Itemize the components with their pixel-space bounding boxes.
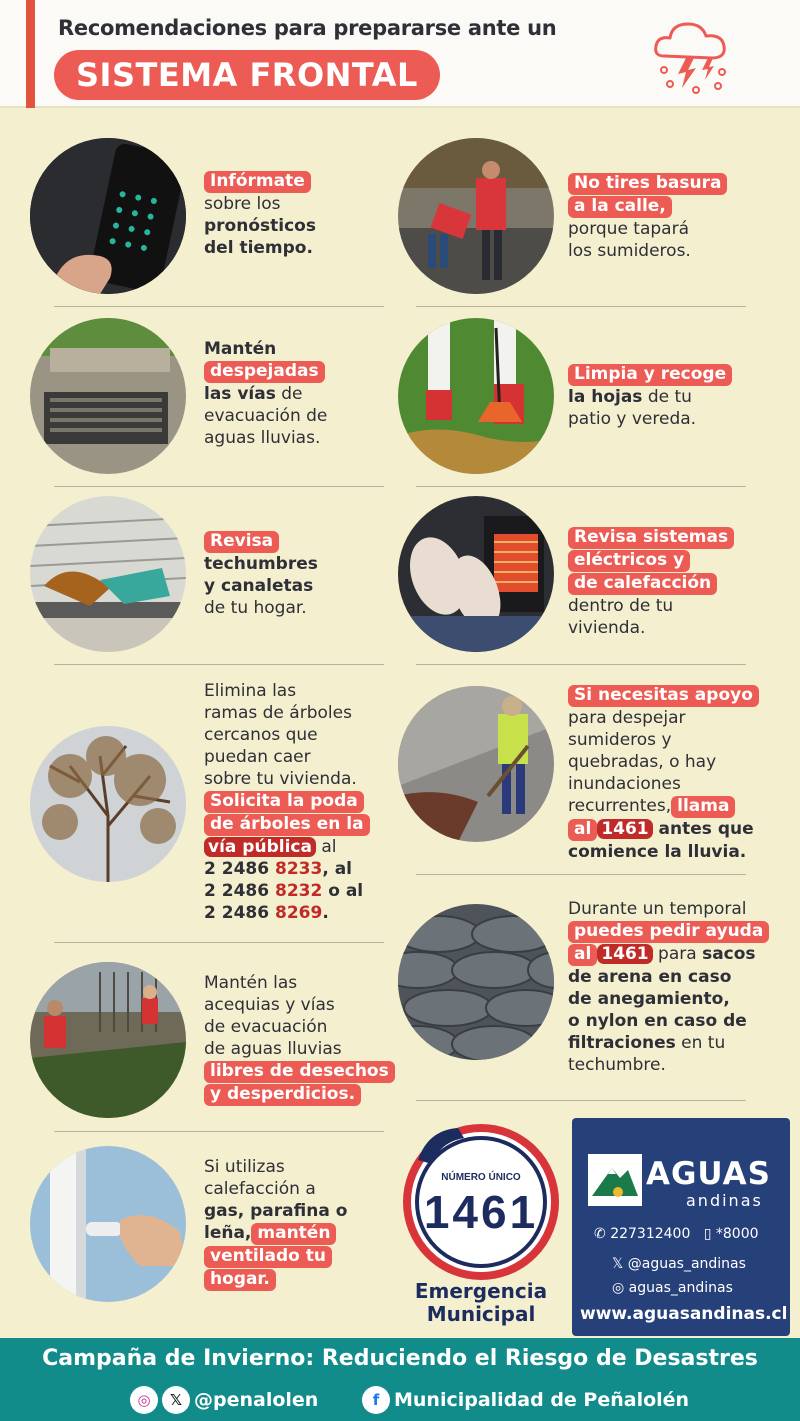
tip3-bold1: Mantén: [204, 339, 277, 359]
mountain-logo-icon: [588, 1154, 642, 1206]
divider: [416, 1100, 746, 1101]
divider: [416, 664, 746, 665]
tip8-text5: recurrentes,: [568, 796, 672, 816]
tip-apoyo: [568, 684, 759, 863]
tip9-text4: techumbre.: [568, 1055, 666, 1075]
x-icon: 𝕏: [162, 1386, 190, 1414]
tip1-text: sobre los: [204, 194, 281, 214]
tip5-bold1: techumbres: [204, 554, 318, 574]
tip6-text1: dentro de tu: [568, 596, 674, 616]
divider: [416, 306, 746, 307]
seal-number: 1461: [423, 1186, 539, 1238]
phone-sep: , al: [322, 859, 352, 879]
header: [0, 0, 800, 108]
tip1-bold1: pronósticos: [204, 216, 316, 236]
aguas-brand-sub: andinas: [686, 1191, 763, 1210]
phone-suffix: 8269: [274, 903, 323, 923]
tip6-text2: vivienda.: [568, 618, 646, 638]
divider: [416, 486, 746, 487]
footer-fb-name[interactable]: Municipalidad de Peñalolén: [394, 1389, 690, 1411]
tip8-bold1: antes que: [652, 819, 754, 839]
phone-sep: .: [322, 903, 329, 923]
tip-no-basura: [568, 172, 727, 262]
acequias-photo: [30, 962, 186, 1118]
tip6-highlight1: Revisa sistemas: [568, 527, 734, 549]
tip9-bold4: o nylon en caso de: [568, 1011, 747, 1031]
divider: [416, 874, 746, 875]
tip7-text5: sobre tu vivienda.: [204, 769, 357, 789]
aguas-x[interactable]: [612, 1256, 746, 1272]
tip11-bold2: leña,: [204, 1223, 252, 1243]
tip9-highlight2: al: [568, 944, 597, 966]
tip10-text3: de evacuación: [204, 1017, 328, 1037]
tip-techumbres: [204, 530, 318, 619]
tip-poda: [204, 680, 370, 924]
phone-icon: ✆: [594, 1226, 606, 1242]
tip11-highlight3: hogar.: [204, 1269, 276, 1291]
aguas-x-handle[interactable]: @aguas_andinas: [627, 1256, 746, 1272]
emergency-municipal: [398, 1280, 564, 1326]
page-title: Recomendaciones para prepararse ante un: [58, 16, 557, 40]
storm-cloud-icon: [650, 12, 734, 96]
tip-limpia: [568, 363, 732, 430]
divider: [54, 306, 384, 307]
emergency-line1: Emergencia: [414, 1279, 548, 1303]
tip1-bold2: del tiempo.: [204, 238, 313, 258]
seal-top-text: NÚMERO ÚNICO: [441, 1172, 521, 1183]
tip-calefaccion: [204, 1156, 347, 1291]
tip8-highlight1: Si necesitas apoyo: [568, 685, 759, 707]
tip7-text1: Elimina las: [204, 681, 297, 701]
tip9-bold2: de arena en caso: [568, 967, 732, 987]
aguas-mobile: *8000: [715, 1226, 759, 1242]
tip2-highlight2: a la calle,: [568, 196, 672, 218]
tip4-highlight: Limpia y recoge: [568, 364, 732, 386]
phone-prefix: 2 2486: [204, 881, 275, 901]
phone-suffix: 8233: [274, 859, 323, 879]
tip7-highlight3: vía pública: [204, 837, 316, 857]
tip10-highlight1: libres de desechos: [204, 1061, 395, 1083]
tip9-bold5: filtraciones: [568, 1033, 676, 1053]
x-icon: 𝕏: [612, 1256, 624, 1272]
tip8-text1: para despejar: [568, 708, 686, 728]
divider: [54, 1131, 384, 1132]
tip8-text3: quebradas, o hay: [568, 752, 717, 772]
number-1461: 1461: [597, 944, 652, 964]
tip5-bold2: y canaletas: [204, 576, 314, 596]
tip9-bold1: sacos: [702, 944, 756, 964]
tip3-text3: aguas lluvias.: [204, 428, 321, 448]
tip10-text1: Mantén las: [204, 973, 298, 993]
divider: [54, 486, 384, 487]
phone-photo: [30, 138, 186, 294]
tip7-highlight1: Solicita la poda: [204, 791, 364, 813]
phone-prefix: 2 2486: [204, 903, 275, 923]
heater-photo: [398, 496, 554, 652]
aguas-andinas-box: [572, 1118, 790, 1336]
tip7-text3: cercanos que: [204, 725, 318, 745]
tip4-text2: patio y vereda.: [568, 409, 697, 429]
tip11-text1: Si utilizas: [204, 1157, 285, 1177]
number-1461: 1461: [597, 819, 652, 839]
tip6-highlight2: eléctricos y: [568, 550, 690, 572]
header-accent-bar: [26, 0, 35, 108]
phone-suffix: 8232: [274, 881, 323, 901]
tip9-bold3: de anegamiento,: [568, 989, 730, 1009]
tip8-highlight2: llama: [671, 796, 735, 818]
campaign-title: Campaña de Invierno: Reduciendo el Riesgo de Desastres: [42, 1346, 758, 1371]
tip8-al: al: [568, 819, 597, 841]
tip11-text2: calefacción a: [204, 1179, 316, 1199]
window-photo: [30, 1146, 186, 1302]
tip4-bold: la hojas: [568, 387, 643, 407]
instagram-icon: ◎: [130, 1386, 158, 1414]
tip9-text1: Durante un temporal: [568, 899, 747, 919]
aguas-phone: 227312400: [610, 1226, 691, 1242]
tip5-text: de tu hogar.: [204, 598, 307, 618]
tip7-text4: puedan caer: [204, 747, 311, 767]
tip-informate: [204, 170, 316, 259]
phone-prefix: 2 2486: [204, 859, 275, 879]
tip-acequias: [204, 972, 395, 1106]
tip10-text2: acequias y vías: [204, 995, 335, 1015]
sandbags-photo: [398, 904, 554, 1060]
tip9-text2: para: [652, 944, 703, 964]
tip11-highlight1: mantén: [251, 1223, 336, 1245]
tip-electricos: [568, 526, 734, 639]
tip7-text2: ramas de árboles: [204, 703, 352, 723]
divider: [54, 942, 384, 943]
mobile-icon: ▯: [703, 1226, 712, 1242]
tip1-highlight: Infórmate: [204, 171, 311, 193]
tip3-bold2: las vías: [204, 384, 276, 404]
tip11-bold1: gas, parafina o: [204, 1201, 348, 1221]
tip-despejadas: [204, 338, 327, 449]
tip3-highlight: despejadas: [204, 361, 325, 383]
title-pill: SISTEMA FRONTAL: [54, 50, 440, 100]
tip3-text1: de: [275, 384, 303, 404]
emergency-line2: Municipal: [426, 1302, 536, 1326]
tip5-highlight: Revisa: [204, 531, 279, 553]
cleaning-photo: [398, 686, 554, 842]
footer: [0, 1338, 800, 1421]
tip9-highlight1: puedes pedir ayuda: [568, 921, 769, 943]
number-1461-seal: [398, 1120, 564, 1280]
workers-photo: [398, 138, 554, 294]
phone-sep: o al: [322, 881, 364, 901]
aguas-ig-handle[interactable]: aguas_andinas: [628, 1280, 733, 1296]
tip3-text2: evacuación de: [204, 406, 328, 426]
tip11-highlight2: ventilado tu: [204, 1246, 332, 1268]
tip8-text2: sumideros y: [568, 730, 672, 750]
aguas-instagram[interactable]: [612, 1280, 733, 1296]
aguas-website[interactable]: www.aguasandinas.cl: [580, 1304, 788, 1324]
tip8-bold2: comience la lluvia.: [568, 842, 747, 862]
tip6-highlight3: de calefacción: [568, 573, 717, 595]
tip10-text4: de aguas lluvias: [204, 1039, 342, 1059]
divider: [54, 664, 384, 665]
aguas-contacts: [594, 1226, 759, 1242]
tip8-text4: inundaciones: [568, 774, 681, 794]
tip7-highlight2: de árboles en la: [204, 814, 370, 836]
footer-handle[interactable]: @penalolen: [194, 1389, 319, 1411]
footer-social-handle[interactable]: [130, 1386, 318, 1414]
tip4-text1: de tu: [642, 387, 692, 407]
aguas-brand: AGUAS: [646, 1156, 771, 1192]
facebook-icon: f: [362, 1386, 390, 1414]
tip9-text3: en tu: [675, 1033, 726, 1053]
tip2-highlight1: No tires basura: [568, 173, 727, 195]
drain-photo: [30, 318, 186, 474]
tip2-text2: los sumideros.: [568, 241, 691, 261]
tree-photo: [30, 726, 186, 882]
tip-temporal: [568, 898, 769, 1076]
tip10-highlight2: y desperdicios.: [204, 1084, 361, 1106]
rake-photo: [398, 318, 554, 474]
instagram-icon: ◎: [612, 1280, 625, 1296]
roof-photo: [30, 496, 186, 652]
tip7-al: al: [315, 837, 337, 857]
tip2-text1: porque tapará: [568, 219, 690, 239]
footer-facebook[interactable]: [362, 1386, 689, 1414]
